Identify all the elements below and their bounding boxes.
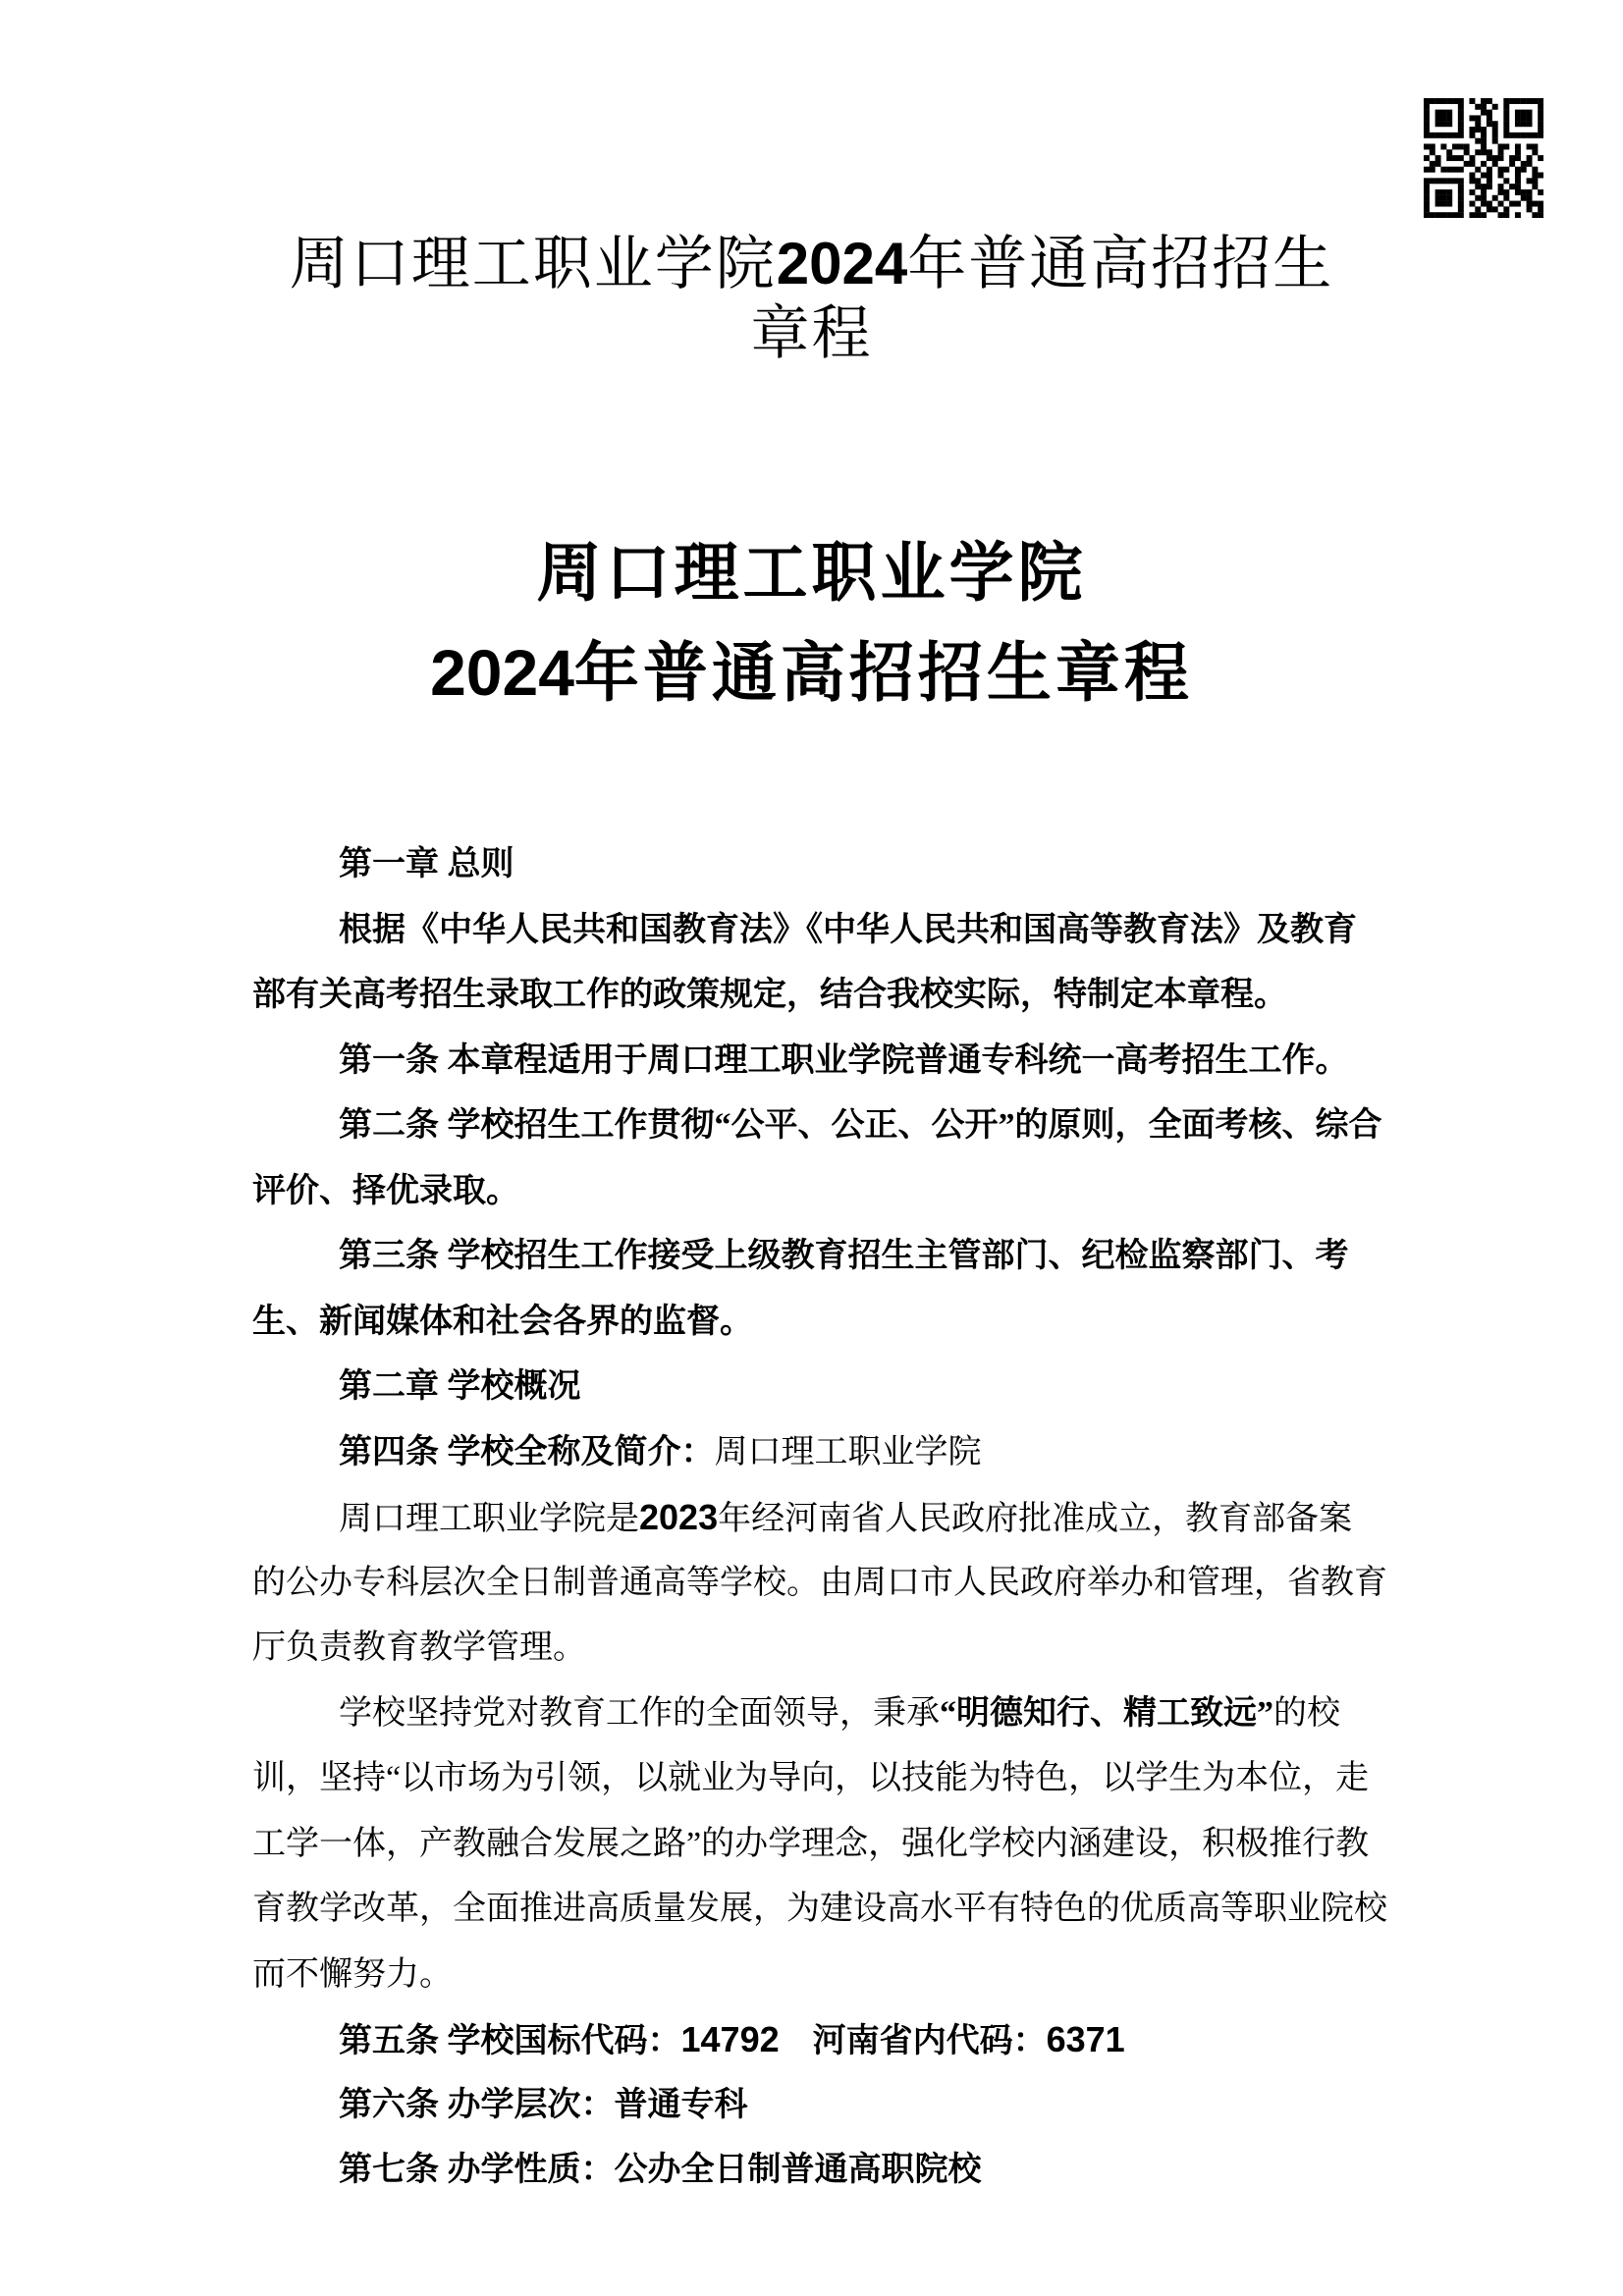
page-title-text: 周口理工职业学院 [289, 232, 777, 296]
article-2-line-2: 评价、择优录取。 [252, 1172, 519, 1209]
mission-line-5: 而不懈努力。 [252, 1955, 453, 1993]
charter-heading-school-name: 周口理工职业学院 [536, 538, 1087, 610]
article-5-label: 第五条 学校国标代码： [339, 2023, 681, 2059]
article-4-value: 周口理工职业学院 [714, 1433, 982, 1470]
mission-line-1 [252, 1682, 1509, 1747]
charter-heading [0, 524, 1623, 723]
school-motto: “明德知行、精工致远” [940, 1694, 1273, 1732]
mission-line-1-post: 的校 [1273, 1694, 1340, 1732]
page-title-line-2: 章程 [750, 301, 873, 366]
national-code: 14792 [680, 2019, 780, 2059]
province-code: 6371 [1046, 2019, 1125, 2059]
page-title [0, 229, 1623, 369]
intro-line-2: 的公办专科层次全日制普通高等学校。由周口市人民政府举办和管理，省教育 [252, 1564, 1387, 1601]
page-title-line-1 [0, 229, 1623, 299]
article-4-label: 第四条 学校全称及简介： [339, 1433, 715, 1470]
article-2-line-1: 第二条 学校招生工作贯彻“公平、公正、公开”的原则，全面考核、综合 [339, 1107, 1382, 1144]
founding-year: 2023 [639, 1497, 719, 1537]
preamble-line-1: 根据《中华人民共和国教育法》《中华人民共和国高等教育法》及教育 [339, 911, 1357, 948]
article-7: 第七条 办学性质：公办全日制普通高职院校 [339, 2152, 982, 2188]
article-5 [252, 2007, 1509, 2073]
charter-body [252, 832, 1509, 2204]
mission-line-3: 工学一体，产教融合发展之路”的办学理念，强化学校内涵建设，积极推行教 [252, 1825, 1370, 1862]
intro-line-1-pre: 周口理工职业学院是 [339, 1501, 639, 1537]
charter-heading-subtitle: 年普通高招招生章程 [573, 638, 1193, 710]
article-4 [252, 1420, 1509, 1486]
article-3-line-1: 第三条 学校招生工作接受上级教育招生主管部门、纪检监察部门、考 [339, 1238, 1349, 1274]
qr-code [1424, 98, 1543, 218]
intro-line-1-post: 年经河南省人民政府批准成立，教育部备案 [718, 1501, 1353, 1537]
mission-line-4: 育教学改革，全面推进高质量发展，为建设高水平有特色的优质高等职业院校 [252, 1891, 1387, 1927]
intro-line-1 [252, 1485, 1509, 1551]
intro-line-3: 厅负责教育教学管理。 [252, 1629, 586, 1666]
article-3-line-2: 生、新闻媒体和社会各界的监督。 [252, 1303, 753, 1340]
page-title-text-after: 年普通高招招生 [907, 232, 1334, 296]
chapter-1-heading: 第一章 总则 [339, 846, 514, 882]
preamble-line-2: 部有关高考招生录取工作的政策规定，结合我校实际，特制定本章程。 [252, 977, 1287, 1013]
article-1: 第一条 本章程适用于周口理工职业学院普通专科统一高考招生工作。 [339, 1041, 1349, 1079]
article-6: 第六条 办学层次：普通专科 [339, 2086, 748, 2123]
article-5-label-2: 河南省内代码： [779, 2023, 1047, 2059]
mission-line-2: 训，坚持“以市场为引领，以就业为导向，以技能为特色，以学生为本位，走 [252, 1760, 1370, 1796]
page-title-year: 2024 [776, 231, 908, 296]
charter-heading-year: 2024 [430, 636, 574, 709]
mission-line-1-pre: 学校坚持党对教育工作的全面领导，秉承 [339, 1694, 940, 1732]
charter-heading-line-2 [0, 623, 1623, 723]
chapter-2-heading: 第二章 学校概况 [339, 1368, 581, 1405]
